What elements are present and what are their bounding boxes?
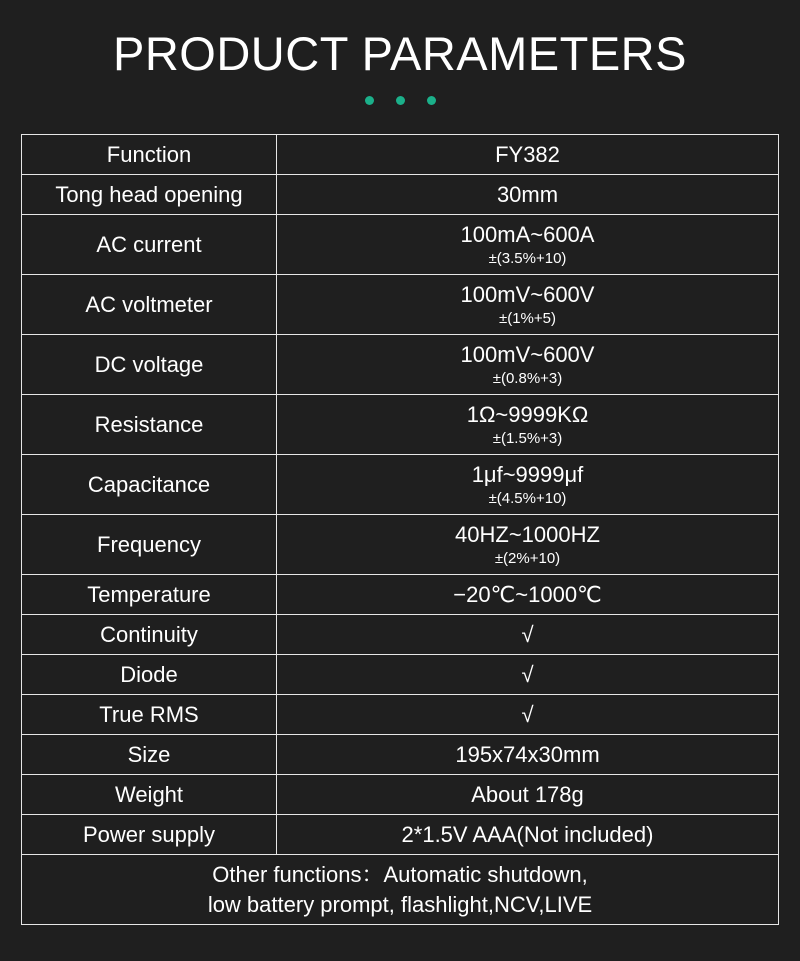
row-accuracy: ±(0.8%+3) (492, 370, 563, 387)
table-row (22, 455, 779, 515)
parameters-table (21, 134, 779, 925)
row-value-cell (277, 275, 779, 335)
row-value-cell (277, 215, 779, 275)
table-row (22, 815, 779, 855)
row-value: 100mV~600V (460, 342, 595, 367)
row-accuracy: ±(2%+10) (494, 550, 561, 567)
table-row (22, 335, 779, 395)
row-label: AC voltmeter (22, 275, 277, 335)
table-row (22, 575, 779, 615)
row-label: Diode (22, 655, 277, 695)
dot-icon (365, 96, 374, 105)
row-label: Frequency (22, 515, 277, 575)
other-functions-line-2: low battery prompt, flashlight,NCV,LIVE (207, 891, 593, 917)
table-row (22, 735, 779, 775)
table-row (22, 615, 779, 655)
row-accuracy: ±(1.5%+3) (492, 430, 563, 447)
row-value: 195x74x30mm (277, 735, 779, 775)
table-row (22, 695, 779, 735)
row-label: Capacitance (22, 455, 277, 515)
row-label: DC voltage (22, 335, 277, 395)
row-label: Resistance (22, 395, 277, 455)
table-row (22, 175, 779, 215)
row-accuracy: ±(4.5%+10) (488, 490, 567, 507)
table-row (22, 655, 779, 695)
table-row (22, 275, 779, 335)
table-row (22, 215, 779, 275)
row-value-cell (277, 395, 779, 455)
table-row (22, 135, 779, 175)
table-row (22, 395, 779, 455)
row-value: 2*1.5V AAA(Not included) (277, 815, 779, 855)
checkmark-icon: √ (277, 615, 779, 655)
table-footer-row (22, 855, 779, 925)
other-functions-line-1: Other functions：Automatic shutdown, (212, 861, 588, 887)
row-value-cell (277, 515, 779, 575)
row-value-cell (277, 455, 779, 515)
row-value: 1μf~9999μf (471, 462, 584, 487)
checkmark-icon: √ (277, 695, 779, 735)
other-functions-cell (22, 855, 779, 925)
row-label: Tong head opening (22, 175, 277, 215)
table-row (22, 775, 779, 815)
page-title: PRODUCT PARAMETERS (113, 27, 687, 80)
row-label: AC current (22, 215, 277, 275)
row-accuracy: ±(3.5%+10) (488, 250, 567, 267)
row-accuracy: ±(1%+5) (498, 310, 556, 327)
row-value: 30mm (277, 175, 779, 215)
row-value: 100mA~600A (460, 222, 595, 247)
checkmark-icon: √ (277, 655, 779, 695)
dot-icon (396, 96, 405, 105)
row-value: −20℃~1000℃ (277, 575, 779, 615)
row-label: Temperature (22, 575, 277, 615)
row-label: Size (22, 735, 277, 775)
row-label: Function (22, 135, 277, 175)
row-value: FY382 (277, 135, 779, 175)
decorative-dots (0, 96, 800, 105)
row-label: Weight (22, 775, 277, 815)
dot-icon (427, 96, 436, 105)
row-value: 100mV~600V (460, 282, 595, 307)
row-label: True RMS (22, 695, 277, 735)
row-value: About 178g (277, 775, 779, 815)
row-label: Power supply (22, 815, 277, 855)
table-row (22, 515, 779, 575)
row-label: Continuity (22, 615, 277, 655)
row-value-cell (277, 335, 779, 395)
row-value: 40HZ~1000HZ (455, 522, 600, 547)
row-value: 1Ω~9999KΩ (466, 402, 589, 427)
